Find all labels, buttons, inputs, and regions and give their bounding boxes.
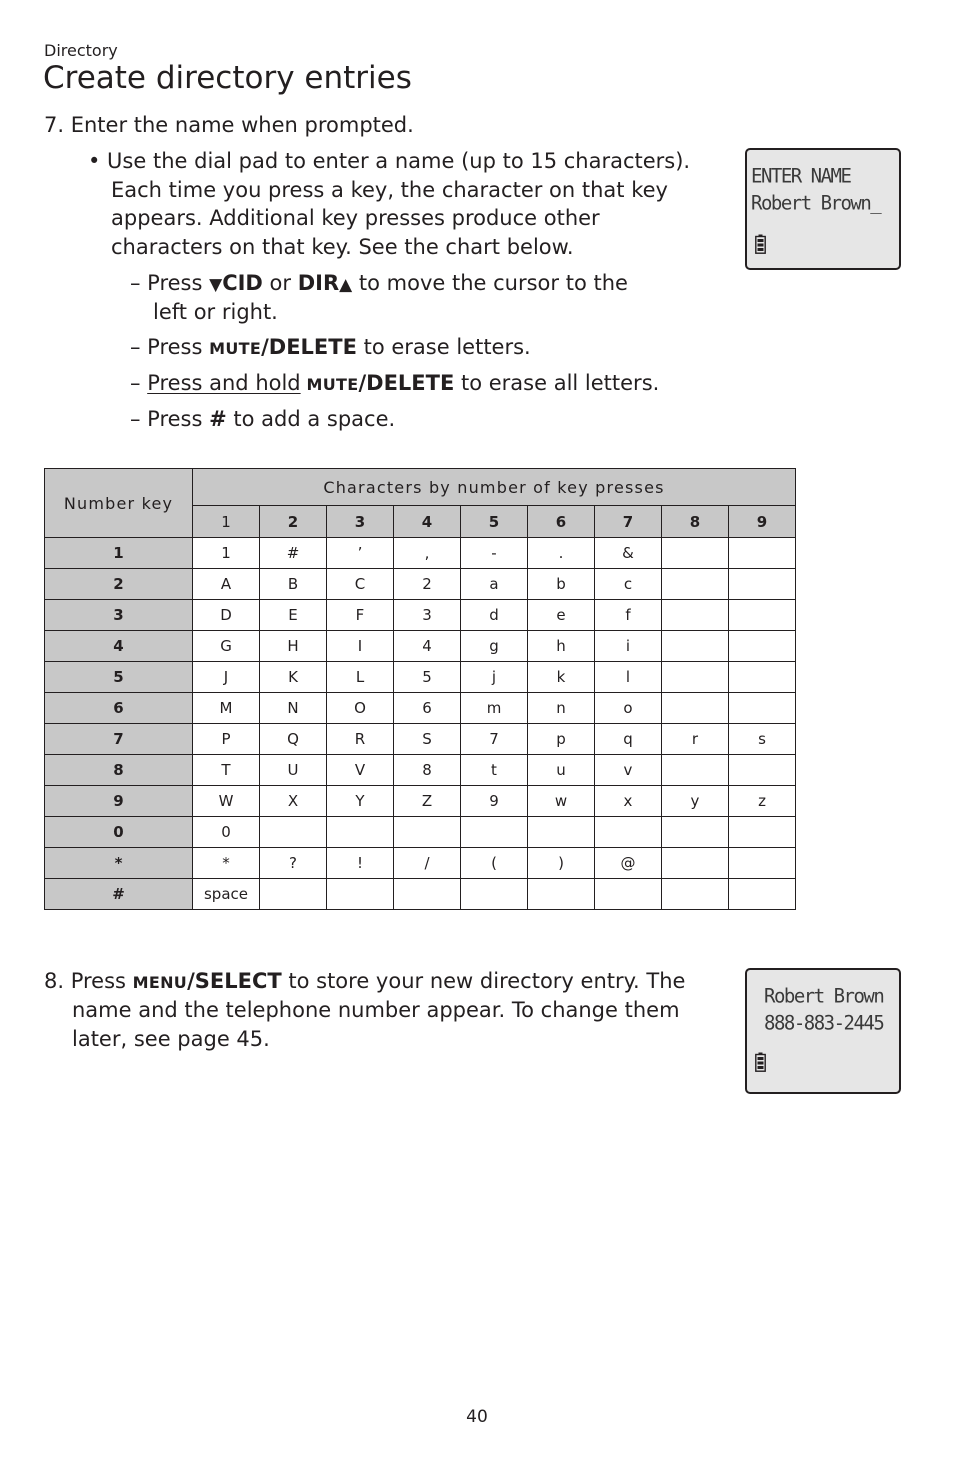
character-cell: G <box>193 631 260 662</box>
character-cell <box>729 817 796 848</box>
dash-item-erase-all <box>130 369 659 399</box>
character-cell <box>662 848 729 879</box>
character-cell: D <box>193 600 260 631</box>
character-cell: 3 <box>394 600 461 631</box>
number-key-cell: 2 <box>45 569 193 600</box>
mute-key-label: MUTE <box>209 339 262 358</box>
delete-key-label: /DELETE <box>261 335 357 359</box>
table-row <box>45 569 796 600</box>
key-presses-header: Characters by number of key presses <box>193 469 796 506</box>
character-cell: M <box>193 693 260 724</box>
character-cell: B <box>260 569 327 600</box>
down-triangle-icon: ▼ <box>209 275 223 295</box>
dash-item-cursor-line-2: left or right. <box>153 300 278 324</box>
character-cell: k <box>528 662 595 693</box>
cid-key-label: CID <box>222 271 263 295</box>
battery-icon <box>755 1052 766 1072</box>
character-cell <box>461 879 528 910</box>
character-cell: K <box>260 662 327 693</box>
character-cell <box>662 755 729 786</box>
character-cell: ’ <box>327 538 394 569</box>
character-cell: s <box>729 724 796 755</box>
table-row <box>45 786 796 817</box>
character-cell: x <box>595 786 662 817</box>
dir-key-label: DIR <box>297 271 340 295</box>
character-cell <box>595 817 662 848</box>
character-cell: v <box>595 755 662 786</box>
character-cell <box>662 538 729 569</box>
screen-line-2: 888-883-2445 <box>764 1011 884 1035</box>
character-cell <box>729 662 796 693</box>
number-key-cell: # <box>45 879 193 910</box>
character-cell <box>394 879 461 910</box>
table-row <box>45 538 796 569</box>
table-row <box>45 662 796 693</box>
character-cell: . <box>528 538 595 569</box>
character-cell <box>662 693 729 724</box>
character-cell: m <box>461 693 528 724</box>
number-key-cell: 9 <box>45 786 193 817</box>
table-row <box>45 848 796 879</box>
delete-key-label: /DELETE <box>358 371 455 395</box>
character-cell <box>729 538 796 569</box>
battery-icon <box>755 234 766 254</box>
character-cell: l <box>595 662 662 693</box>
character-cell: z <box>729 786 796 817</box>
character-cell: w <box>528 786 595 817</box>
press-count-header: 8 <box>662 506 729 538</box>
character-cell: n <box>528 693 595 724</box>
number-key-cell: * <box>45 848 193 879</box>
handset-screen-enter-name <box>745 148 901 270</box>
character-cell: Y <box>327 786 394 817</box>
character-cell: o <box>595 693 662 724</box>
character-cell: f <box>595 600 662 631</box>
character-cell: V <box>327 755 394 786</box>
page-title: Create directory entries <box>43 60 412 96</box>
character-cell: y <box>662 786 729 817</box>
character-cell <box>729 569 796 600</box>
character-cell: / <box>394 848 461 879</box>
character-cell: d <box>461 600 528 631</box>
character-cell <box>260 879 327 910</box>
character-cell <box>662 569 729 600</box>
character-cell: u <box>528 755 595 786</box>
press-count-header: 7 <box>595 506 662 538</box>
character-cell: H <box>260 631 327 662</box>
number-key-cell: 4 <box>45 631 193 662</box>
table-row <box>45 600 796 631</box>
character-cell: W <box>193 786 260 817</box>
character-cell <box>729 600 796 631</box>
or-text: or <box>262 271 298 295</box>
character-cell: X <box>260 786 327 817</box>
character-cell <box>327 879 394 910</box>
table-row <box>45 817 796 848</box>
screen-line-1: ENTER NAME <box>751 164 851 188</box>
character-cell: J <box>193 662 260 693</box>
section-label: Directory <box>44 41 118 60</box>
table-row <box>45 879 796 910</box>
dash-prefix: – Press <box>130 407 210 431</box>
dash-suffix: to erase all letters. <box>454 371 660 395</box>
character-cell <box>729 879 796 910</box>
character-cell: 7 <box>461 724 528 755</box>
character-cell: 4 <box>394 631 461 662</box>
dash-item-cursor <box>130 269 628 299</box>
character-cell <box>729 848 796 879</box>
character-cell: space <box>193 879 260 910</box>
character-cell: q <box>595 724 662 755</box>
press-and-hold-text: Press and hold <box>147 371 301 395</box>
dash-prefix: – <box>130 371 148 395</box>
character-cell: e <box>528 600 595 631</box>
dash-prefix: – Press <box>130 335 210 359</box>
table-row <box>45 724 796 755</box>
step-7-lead: 7. Enter the name when prompted. <box>44 113 414 137</box>
number-key-header: Number key <box>45 469 193 538</box>
character-cell <box>729 693 796 724</box>
character-cell: ( <box>461 848 528 879</box>
character-cell: Q <box>260 724 327 755</box>
character-cell: a <box>461 569 528 600</box>
character-cell: r <box>662 724 729 755</box>
character-cell: C <box>327 569 394 600</box>
step-8-line-3: later, see page 45. <box>72 1027 270 1051</box>
character-cell <box>729 755 796 786</box>
pound-key-label: # <box>209 407 227 431</box>
character-cell: 6 <box>394 693 461 724</box>
character-cell: N <box>260 693 327 724</box>
character-cell: U <box>260 755 327 786</box>
table-row <box>45 631 796 662</box>
character-cell: c <box>595 569 662 600</box>
character-cell: @ <box>595 848 662 879</box>
page-number: 40 <box>466 1407 488 1427</box>
press-count-header: 1 <box>193 506 260 538</box>
character-cell: 5 <box>394 662 461 693</box>
character-cell: # <box>260 538 327 569</box>
dash-prefix: – Press <box>130 271 210 295</box>
table-row <box>45 693 796 724</box>
character-cell <box>461 817 528 848</box>
character-cell: O <box>327 693 394 724</box>
dash-suffix: to erase letters. <box>356 335 531 359</box>
handset-screen-saved-entry <box>745 968 901 1094</box>
step-7-bullet-line-2: Each time you press a key, the character on that key <box>111 178 668 202</box>
character-cell <box>662 631 729 662</box>
up-triangle-icon: ▲ <box>339 275 353 295</box>
press-count-header: 3 <box>327 506 394 538</box>
number-key-cell: 6 <box>45 693 193 724</box>
mute-key-label: MUTE <box>300 375 359 394</box>
press-count-header: 6 <box>528 506 595 538</box>
character-cell <box>528 879 595 910</box>
character-cell: ! <box>327 848 394 879</box>
number-key-cell: 8 <box>45 755 193 786</box>
character-cell: F <box>327 600 394 631</box>
character-cell: b <box>528 569 595 600</box>
character-cell: p <box>528 724 595 755</box>
character-cell: I <box>327 631 394 662</box>
step-7-bullet-line-1: • Use the dial pad to enter a name (up to 15 characters). <box>88 149 691 173</box>
character-cell: h <box>528 631 595 662</box>
step-7-bullet-line-4: characters on that key. See the chart below. <box>111 235 574 259</box>
press-count-header: 5 <box>461 506 528 538</box>
character-cell: 8 <box>394 755 461 786</box>
character-cell: t <box>461 755 528 786</box>
number-key-cell: 7 <box>45 724 193 755</box>
step-8-suffix: to store your new directory entry. The <box>281 969 686 993</box>
character-cell: A <box>193 569 260 600</box>
character-cell: P <box>193 724 260 755</box>
character-cell: j <box>461 662 528 693</box>
character-cell <box>595 879 662 910</box>
character-cell: 1 <box>193 538 260 569</box>
character-cell <box>327 817 394 848</box>
character-cell: , <box>394 538 461 569</box>
character-cell: - <box>461 538 528 569</box>
character-cell <box>662 879 729 910</box>
character-cell: 0 <box>193 817 260 848</box>
character-cell: L <box>327 662 394 693</box>
screen-line-2: Robert Brown_ <box>751 191 881 215</box>
character-cell: ? <box>260 848 327 879</box>
character-cell: Z <box>394 786 461 817</box>
character-cell <box>662 600 729 631</box>
character-cell: R <box>327 724 394 755</box>
dash-suffix: to add a space. <box>226 407 396 431</box>
step-8-prefix: 8. Press <box>44 969 133 993</box>
step-7-bullet-line-3: appears. Additional key presses produce other <box>111 206 600 230</box>
character-cell <box>662 662 729 693</box>
number-key-cell: 0 <box>45 817 193 848</box>
press-count-header: 9 <box>729 506 796 538</box>
character-cell: * <box>193 848 260 879</box>
character-cell: 2 <box>394 569 461 600</box>
number-key-cell: 5 <box>45 662 193 693</box>
dash-item-erase <box>130 333 531 363</box>
press-count-header: 4 <box>394 506 461 538</box>
character-cell: T <box>193 755 260 786</box>
character-cell: 9 <box>461 786 528 817</box>
select-key-label: /SELECT <box>187 969 282 993</box>
step-8-line-1 <box>44 967 685 997</box>
character-cell <box>394 817 461 848</box>
character-cell: i <box>595 631 662 662</box>
character-cell <box>729 631 796 662</box>
dash-item-space <box>130 405 395 433</box>
dash-suffix: to move the cursor to the <box>352 271 628 295</box>
press-count-header: 2 <box>260 506 327 538</box>
character-chart <box>44 468 796 910</box>
table-row <box>45 755 796 786</box>
number-key-cell: 1 <box>45 538 193 569</box>
character-cell: g <box>461 631 528 662</box>
character-cell: & <box>595 538 662 569</box>
character-cell <box>260 817 327 848</box>
character-cell: E <box>260 600 327 631</box>
character-cell: S <box>394 724 461 755</box>
step-8-line-2: name and the telephone number appear. To change them <box>72 998 680 1022</box>
menu-key-label: MENU <box>132 973 188 992</box>
screen-line-1: Robert Brown <box>764 984 884 1008</box>
number-key-cell: 3 <box>45 600 193 631</box>
character-cell <box>528 817 595 848</box>
character-cell: ) <box>528 848 595 879</box>
character-cell <box>662 817 729 848</box>
